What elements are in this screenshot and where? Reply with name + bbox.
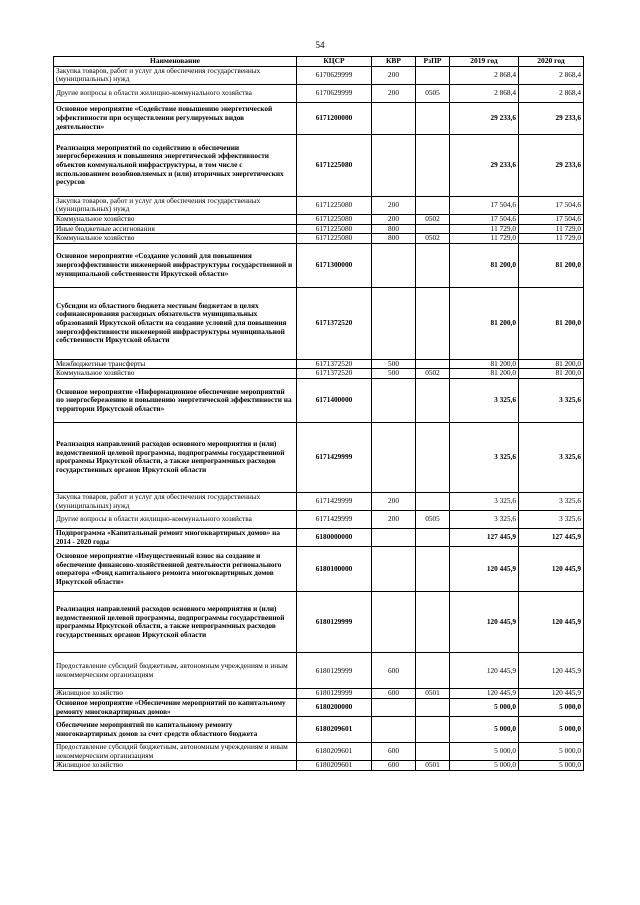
header-2020: 2020 год bbox=[519, 57, 584, 67]
table-row bbox=[54, 234, 584, 244]
table-row bbox=[54, 102, 584, 134]
cell-2019: 2 868,4 bbox=[450, 84, 519, 102]
cell-rzpr: 0505 bbox=[416, 511, 450, 529]
cell-2019: 81 200,0 bbox=[450, 359, 519, 369]
table-header-row bbox=[54, 57, 584, 67]
table-row bbox=[54, 761, 584, 771]
cell-kvr: 600 bbox=[372, 743, 416, 761]
cell-2020: 3 325,6 bbox=[519, 511, 584, 529]
cell-kcsr: 6180000000 bbox=[297, 529, 372, 547]
cell-kcsr: 6180209601 bbox=[297, 743, 372, 761]
cell-kcsr: 6171429999 bbox=[297, 422, 372, 492]
cell-name: Иные бюджетные ассигнования bbox=[54, 224, 297, 234]
cell-kvr: 800 bbox=[372, 224, 416, 234]
cell-rzpr bbox=[416, 102, 450, 134]
header-kcsr: КЦСР bbox=[297, 57, 372, 67]
cell-2020: 17 504,6 bbox=[519, 196, 584, 214]
cell-2020: 81 200,0 bbox=[519, 243, 584, 287]
cell-2020: 120 445,9 bbox=[519, 547, 584, 592]
cell-kvr: 200 bbox=[372, 492, 416, 510]
cell-2019: 3 325,6 bbox=[450, 422, 519, 492]
cell-2019: 120 445,9 bbox=[450, 653, 519, 689]
table-row bbox=[54, 196, 584, 214]
cell-kvr bbox=[372, 592, 416, 653]
cell-kcsr: 6171429999 bbox=[297, 511, 372, 529]
cell-2019: 5 000,0 bbox=[450, 717, 519, 743]
cell-2020: 11 729,0 bbox=[519, 234, 584, 244]
cell-2019: 81 200,0 bbox=[450, 287, 519, 359]
cell-kvr: 200 bbox=[372, 214, 416, 224]
cell-kcsr: 6180129999 bbox=[297, 592, 372, 653]
cell-kvr bbox=[372, 378, 416, 422]
cell-name: Предоставление субсидий бюджетным, автономным учреждениям и иным некоммерческим организациям bbox=[54, 653, 297, 689]
cell-rzpr bbox=[416, 698, 450, 716]
cell-kcsr: 6180129999 bbox=[297, 689, 372, 699]
cell-2020: 17 504,6 bbox=[519, 214, 584, 224]
cell-name: Реализация мероприятий по содействию в обеспечении энергосбережения и повышения энергетической эффективности объектов коммунальной инфраструктуры, в том числе с использованием возобновляемых и (или) вторичных энергетических ресурсов bbox=[54, 134, 297, 196]
table-row bbox=[54, 359, 584, 369]
cell-2020: 3 325,6 bbox=[519, 492, 584, 510]
cell-2020: 81 200,0 bbox=[519, 287, 584, 359]
cell-kcsr: 6180209601 bbox=[297, 717, 372, 743]
cell-2020: 120 445,9 bbox=[519, 653, 584, 689]
cell-kvr: 600 bbox=[372, 653, 416, 689]
cell-name: Другие вопросы в области жилищно-коммунального хозяйства bbox=[54, 511, 297, 529]
cell-kcsr: 6170629999 bbox=[297, 84, 372, 102]
cell-2020: 5 000,0 bbox=[519, 743, 584, 761]
cell-rzpr bbox=[416, 243, 450, 287]
header-2019: 2019 год bbox=[450, 57, 519, 67]
cell-rzpr: 0502 bbox=[416, 369, 450, 379]
table-row bbox=[54, 214, 584, 224]
cell-kcsr: 6171225080 bbox=[297, 196, 372, 214]
cell-kcsr: 6171400000 bbox=[297, 378, 372, 422]
cell-name: Реализация направлений расходов основного мероприятия и (или) ведомственной целевой программы, подпрограммы государственной программы Иркутской области, а также непрограммных расходов государственных органов Иркутской области bbox=[54, 422, 297, 492]
cell-2020: 5 000,0 bbox=[519, 698, 584, 716]
cell-kvr bbox=[372, 717, 416, 743]
cell-kcsr: 6171300000 bbox=[297, 243, 372, 287]
cell-kvr: 800 bbox=[372, 234, 416, 244]
cell-name: Коммунальное хозяйство bbox=[54, 369, 297, 379]
cell-2020: 3 325,6 bbox=[519, 422, 584, 492]
cell-rzpr bbox=[416, 492, 450, 510]
cell-2019: 11 729,0 bbox=[450, 234, 519, 244]
cell-name: Закупка товаров, работ и услуг для обеспечения государственных (муниципальных) нужд bbox=[54, 66, 297, 84]
cell-2019: 2 868,4 bbox=[450, 66, 519, 84]
cell-2019: 81 200,0 bbox=[450, 243, 519, 287]
cell-2019: 3 325,6 bbox=[450, 511, 519, 529]
cell-name: Основное мероприятие «Имущественный взнос на создание и обеспечение финансово-хозяйственной деятельности регионального оператора «Фонд капитального ремонта многоквартирных домов Иркутской области» bbox=[54, 547, 297, 592]
cell-2020: 5 000,0 bbox=[519, 717, 584, 743]
cell-kcsr: 6171225080 bbox=[297, 134, 372, 196]
cell-name: Коммунальное хозяйство bbox=[54, 214, 297, 224]
cell-rzpr: 0502 bbox=[416, 214, 450, 224]
cell-rzpr bbox=[416, 359, 450, 369]
table-row bbox=[54, 66, 584, 84]
cell-name: Закупка товаров, работ и услуг для обеспечения государственных (муниципальных) нужд bbox=[54, 196, 297, 214]
table-row bbox=[54, 653, 584, 689]
cell-kcsr: 6180129999 bbox=[297, 653, 372, 689]
header-rzpr: РзПР bbox=[416, 57, 450, 67]
cell-name: Подпрограмма «Капитальный ремонт многоквартирных домов» на 2014 - 2020 годы bbox=[54, 529, 297, 547]
cell-kcsr: 6180209601 bbox=[297, 761, 372, 771]
table-row bbox=[54, 689, 584, 699]
cell-kvr bbox=[372, 422, 416, 492]
page-number: 54 bbox=[315, 40, 325, 50]
cell-2019: 3 325,6 bbox=[450, 378, 519, 422]
cell-kvr bbox=[372, 529, 416, 547]
cell-2020: 81 200,0 bbox=[519, 369, 584, 379]
cell-rzpr bbox=[416, 196, 450, 214]
cell-2019: 120 445,9 bbox=[450, 689, 519, 699]
table-row bbox=[54, 592, 584, 653]
cell-rzpr: 0501 bbox=[416, 761, 450, 771]
cell-name: Коммунальное хозяйство bbox=[54, 234, 297, 244]
table-row bbox=[54, 243, 584, 287]
table-row bbox=[54, 698, 584, 716]
cell-rzpr bbox=[416, 422, 450, 492]
cell-2019: 120 445,9 bbox=[450, 592, 519, 653]
cell-kvr: 600 bbox=[372, 689, 416, 699]
cell-2019: 120 445,9 bbox=[450, 547, 519, 592]
table-row bbox=[54, 511, 584, 529]
cell-2019: 81 200,0 bbox=[450, 369, 519, 379]
cell-rzpr bbox=[416, 287, 450, 359]
table-row bbox=[54, 743, 584, 761]
cell-rzpr: 0501 bbox=[416, 689, 450, 699]
cell-kvr: 200 bbox=[372, 66, 416, 84]
table-row bbox=[54, 422, 584, 492]
cell-rzpr bbox=[416, 66, 450, 84]
cell-rzpr bbox=[416, 547, 450, 592]
cell-kcsr: 6171372520 bbox=[297, 369, 372, 379]
cell-name: Закупка товаров, работ и услуг для обеспечения государственных (муниципальных) нужд bbox=[54, 492, 297, 510]
cell-kvr: 200 bbox=[372, 511, 416, 529]
cell-2020: 3 325,6 bbox=[519, 378, 584, 422]
table-row bbox=[54, 134, 584, 196]
cell-2019: 5 000,0 bbox=[450, 743, 519, 761]
cell-rzpr bbox=[416, 592, 450, 653]
cell-kvr bbox=[372, 134, 416, 196]
cell-rzpr bbox=[416, 529, 450, 547]
cell-kcsr: 6171429999 bbox=[297, 492, 372, 510]
cell-name: Основное мероприятие «Содействие повышению энергетической эффективности при осуществлении регулируемых видов деятельности» bbox=[54, 102, 297, 134]
cell-name: Основное мероприятие «Обеспечение мероприятий по капитальному ремонту многоквартирных домов» bbox=[54, 698, 297, 716]
cell-name: Жилищное хозяйство bbox=[54, 761, 297, 771]
cell-kvr: 500 bbox=[372, 369, 416, 379]
cell-2020: 2 868,4 bbox=[519, 66, 584, 84]
cell-rzpr bbox=[416, 378, 450, 422]
cell-kvr: 200 bbox=[372, 84, 416, 102]
table-row bbox=[54, 378, 584, 422]
cell-kcsr: 6171225080 bbox=[297, 234, 372, 244]
table-row bbox=[54, 529, 584, 547]
cell-2019: 17 504,6 bbox=[450, 196, 519, 214]
cell-kvr bbox=[372, 547, 416, 592]
cell-name: Основное мероприятие «Информационное обеспечение мероприятий по энергосбережению и повышению энергетической эффективности на территории Иркутской области» bbox=[54, 378, 297, 422]
cell-2019: 5 000,0 bbox=[450, 761, 519, 771]
cell-2019: 11 729,0 bbox=[450, 224, 519, 234]
cell-kcsr: 6171200000 bbox=[297, 102, 372, 134]
cell-kvr bbox=[372, 102, 416, 134]
cell-kvr: 200 bbox=[372, 196, 416, 214]
cell-rzpr bbox=[416, 653, 450, 689]
cell-rzpr bbox=[416, 743, 450, 761]
table-row bbox=[54, 717, 584, 743]
table-row bbox=[54, 369, 584, 379]
cell-kvr: 600 bbox=[372, 761, 416, 771]
cell-rzpr: 0502 bbox=[416, 234, 450, 244]
cell-2019: 3 325,6 bbox=[450, 492, 519, 510]
cell-2019: 17 504,6 bbox=[450, 214, 519, 224]
cell-2019: 5 000,0 bbox=[450, 698, 519, 716]
cell-kcsr: 6171372520 bbox=[297, 359, 372, 369]
table-row bbox=[54, 492, 584, 510]
cell-2019: 29 233,6 bbox=[450, 102, 519, 134]
cell-name: Предоставление субсидий бюджетным, автономным учреждениям и иным некоммерческим организациям bbox=[54, 743, 297, 761]
cell-2020: 127 445,9 bbox=[519, 529, 584, 547]
cell-kcsr: 6171372520 bbox=[297, 287, 372, 359]
cell-name: Жилищное хозяйство bbox=[54, 689, 297, 699]
cell-name: Межбюджетные трансферты bbox=[54, 359, 297, 369]
cell-rzpr bbox=[416, 717, 450, 743]
cell-kcsr: 6171225080 bbox=[297, 214, 372, 224]
cell-name: Обеспечение мероприятий по капитальному ремонту многоквартирных домов за счет средств областного бюджета bbox=[54, 717, 297, 743]
cell-2019: 29 233,6 bbox=[450, 134, 519, 196]
cell-kvr: 500 bbox=[372, 359, 416, 369]
cell-2020: 29 233,6 bbox=[519, 102, 584, 134]
table-row bbox=[54, 287, 584, 359]
cell-name: Основное мероприятие «Создание условий для повышения энергоэффективности инженерной инфраструктуры государственной и муниципальной собственности Иркутской области» bbox=[54, 243, 297, 287]
cell-2020: 2 868,4 bbox=[519, 84, 584, 102]
table-row bbox=[54, 224, 584, 234]
cell-kcsr: 6171225080 bbox=[297, 224, 372, 234]
cell-2019: 127 445,9 bbox=[450, 529, 519, 547]
budget-table bbox=[53, 56, 584, 771]
cell-kvr bbox=[372, 287, 416, 359]
cell-rzpr: 0505 bbox=[416, 84, 450, 102]
cell-rzpr bbox=[416, 134, 450, 196]
header-name: Наименование bbox=[54, 57, 297, 67]
cell-kvr bbox=[372, 698, 416, 716]
cell-2020: 5 000,0 bbox=[519, 761, 584, 771]
cell-name: Реализация направлений расходов основного мероприятия и (или) ведомственной целевой программы, подпрограммы государственной программы Иркутской области, а также непрограммных расходов государственных органов Иркутской области bbox=[54, 592, 297, 653]
cell-kcsr: 6170629999 bbox=[297, 66, 372, 84]
cell-2020: 120 445,9 bbox=[519, 592, 584, 653]
cell-2020: 29 233,6 bbox=[519, 134, 584, 196]
cell-rzpr bbox=[416, 224, 450, 234]
cell-2020: 120 445,9 bbox=[519, 689, 584, 699]
table-row bbox=[54, 84, 584, 102]
cell-name: Другие вопросы в области жилищно-коммунального хозяйства bbox=[54, 84, 297, 102]
table-row bbox=[54, 547, 584, 592]
cell-kvr bbox=[372, 243, 416, 287]
cell-2020: 81 200,0 bbox=[519, 359, 584, 369]
cell-kcsr: 6180100000 bbox=[297, 547, 372, 592]
cell-kcsr: 6180200000 bbox=[297, 698, 372, 716]
cell-name: Субсидии из областного бюджета местным бюджетам в целях софинансирования расходных обязательств муниципальных образований Иркутской области на создание условий для повышения энергоэффективности инженерной инфраструктуры муниципальной собственности Иркутской области bbox=[54, 287, 297, 359]
cell-2020: 11 729,0 bbox=[519, 224, 584, 234]
header-kvr: КВР bbox=[372, 57, 416, 67]
